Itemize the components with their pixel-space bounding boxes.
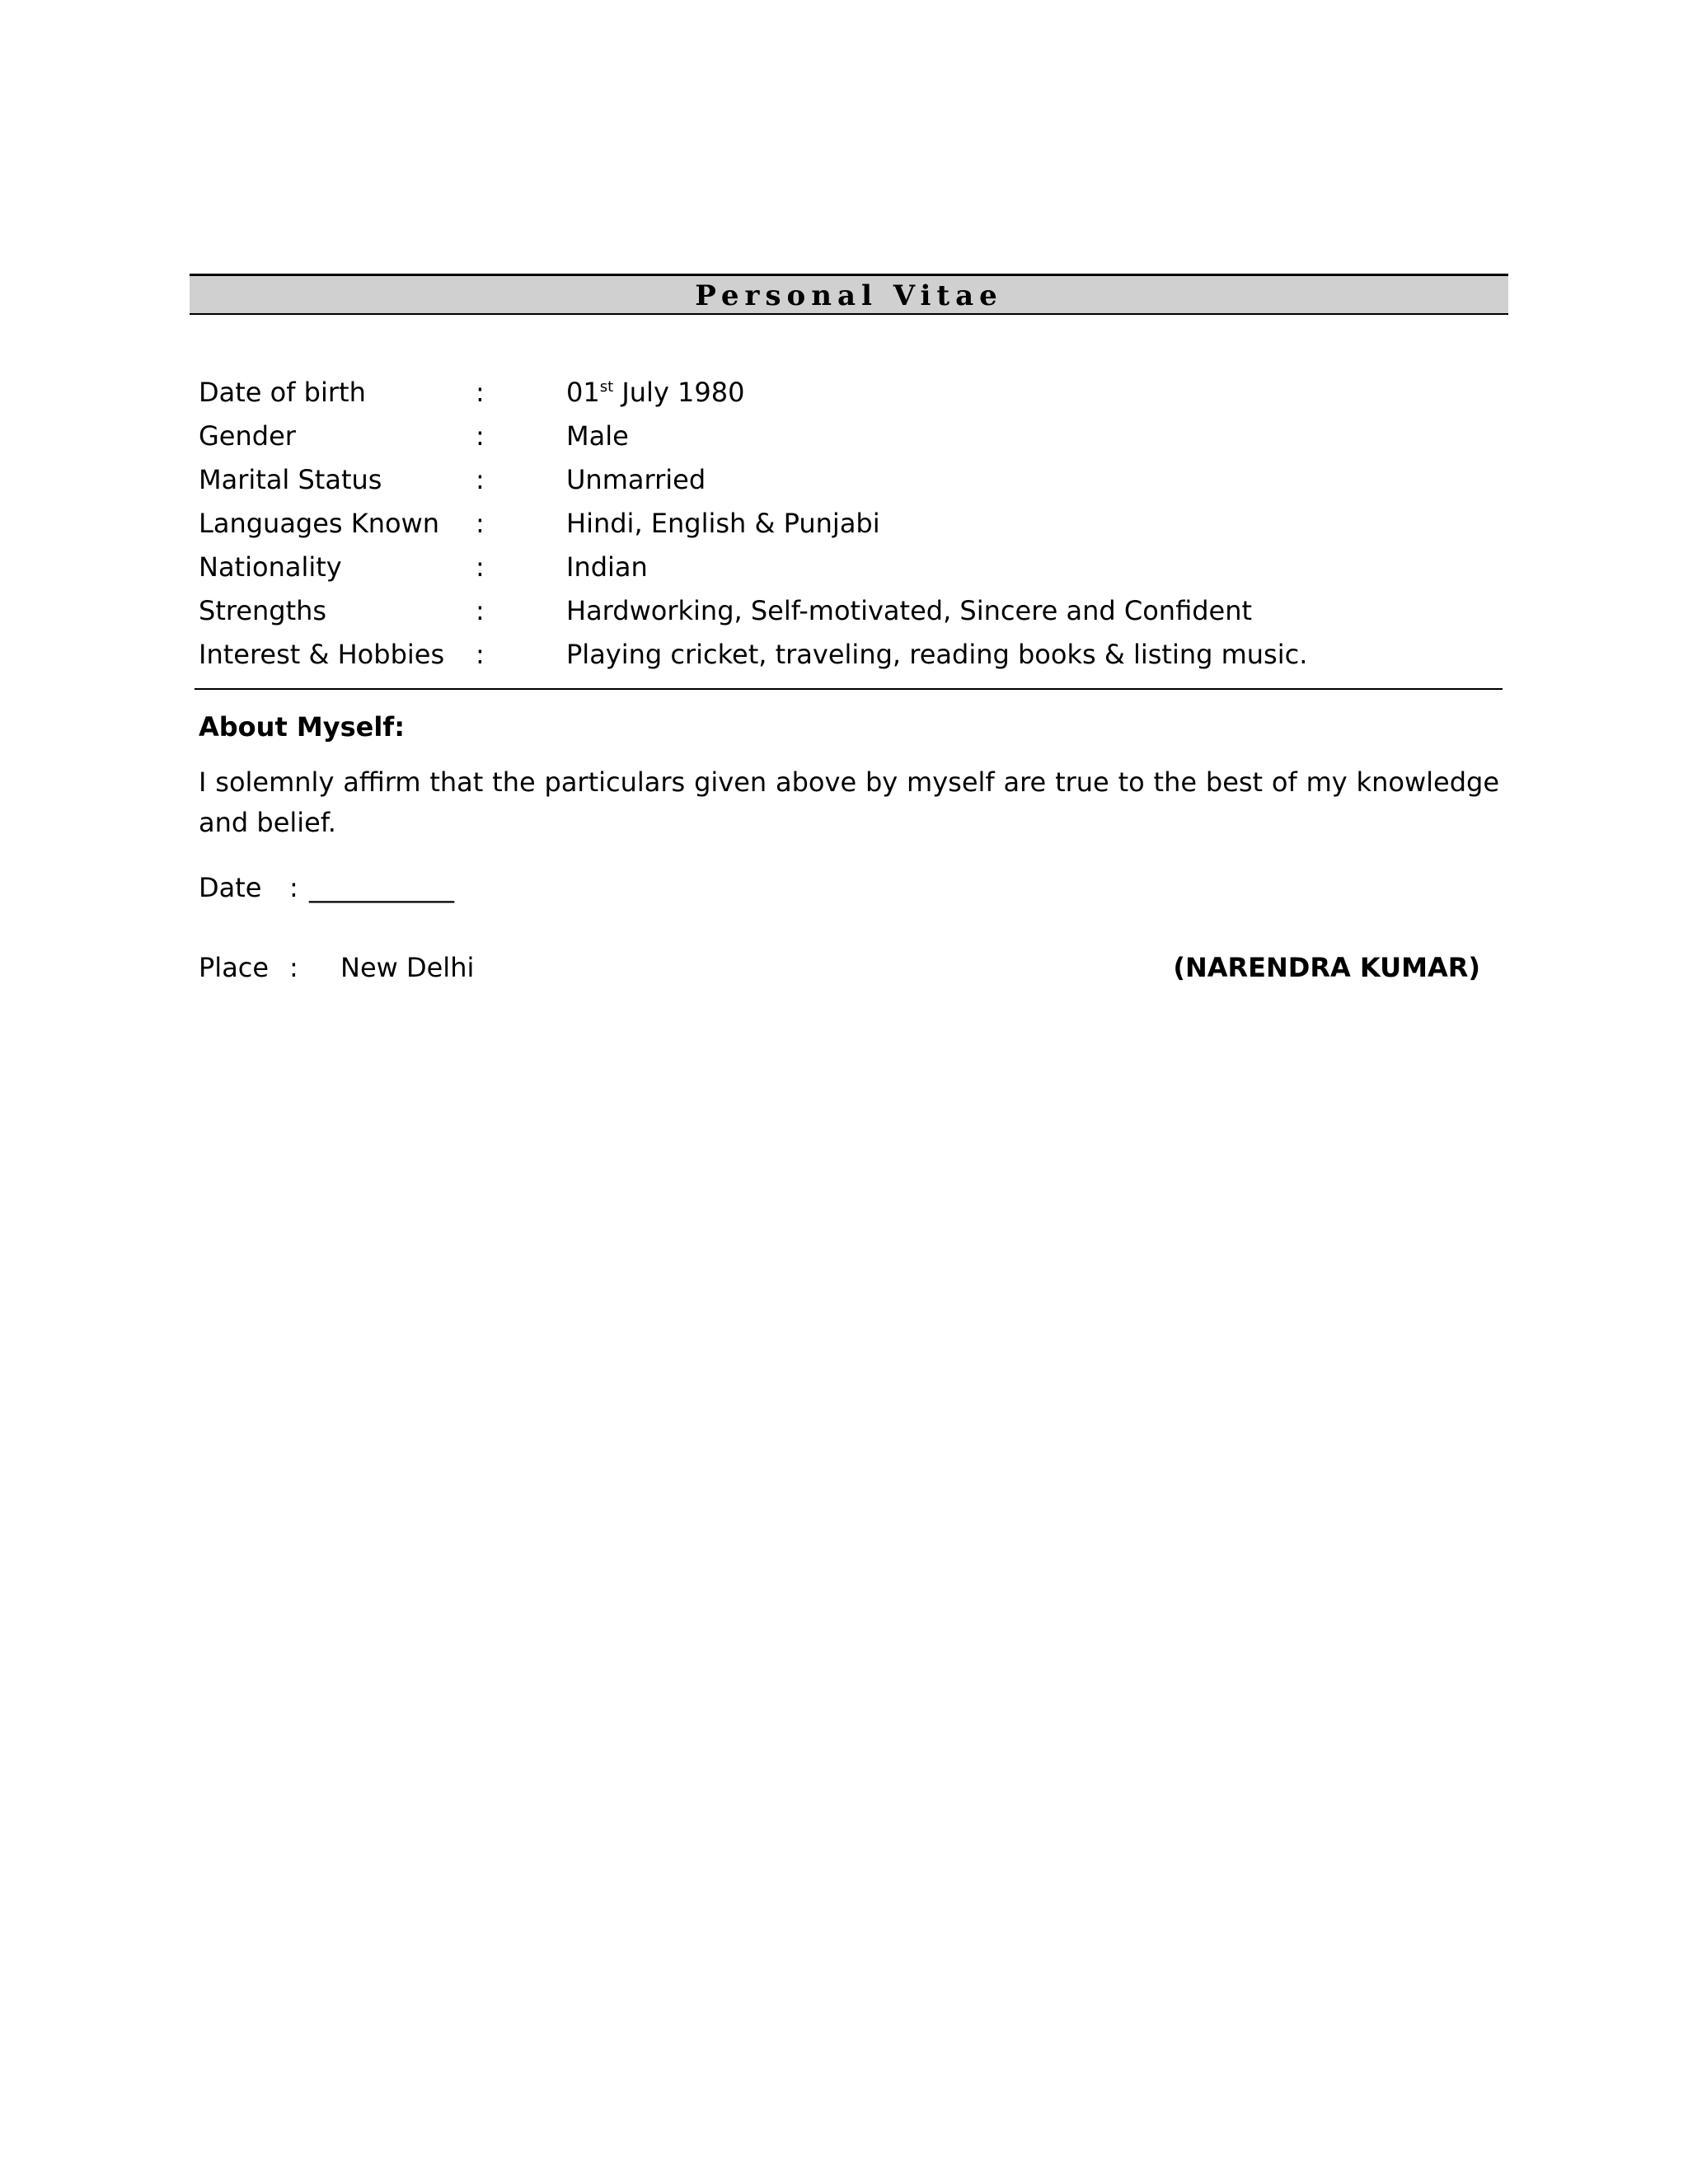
detail-row-marital-status [199, 458, 1501, 502]
detail-row-hobbies [199, 633, 1501, 677]
detail-value [566, 371, 1501, 415]
place-line [199, 949, 474, 986]
detail-value: Unmarried [566, 464, 706, 495]
detail-row-gender [199, 415, 1501, 458]
detail-separator: : [476, 639, 485, 670]
detail-separator: : [476, 508, 485, 539]
birth-day-suffix: st [599, 378, 614, 396]
detail-label: Gender [199, 420, 296, 452]
detail-label: Languages Known [199, 508, 440, 539]
detail-separator: : [476, 420, 485, 452]
date-label: Date [199, 872, 262, 903]
detail-label: Strengths [199, 595, 327, 626]
detail-row-strengths [199, 589, 1501, 633]
detail-row-date-of-birth [199, 371, 1501, 415]
detail-label: Marital Status [199, 464, 382, 495]
detail-row-nationality [199, 546, 1501, 589]
detail-value: Hindi, English & Punjabi [566, 508, 880, 539]
detail-value: Indian [566, 551, 648, 583]
detail-label: Interest & Hobbies [199, 639, 445, 670]
place-value: New Delhi [340, 952, 475, 983]
declaration-text: I solemnly affirm that the particulars given above by myself are true to the best of my knowledge and belief. [199, 766, 1499, 838]
detail-value: Hardworking, Self-motivated, Sincere and Confident [566, 595, 1253, 626]
section-header-bar [190, 274, 1508, 315]
detail-separator: : [476, 551, 485, 583]
birth-month-year: July 1980 [613, 377, 745, 408]
detail-value: Male [566, 420, 629, 452]
detail-label: Nationality [199, 551, 342, 583]
section-divider [195, 688, 1503, 690]
detail-label: Date of birth [199, 377, 366, 408]
page-title: Personal Vitae [695, 279, 1003, 312]
detail-separator: : [476, 595, 485, 626]
detail-row-languages [199, 502, 1501, 546]
place-separator: : [289, 952, 298, 983]
date-blank: ___________ [309, 872, 454, 903]
detail-separator: : [476, 377, 485, 408]
birth-day: 01 [566, 377, 600, 408]
date-separator: : [289, 872, 298, 903]
place-label: Place [199, 952, 270, 983]
detail-value: Playing cricket, traveling, reading books & listing music. [566, 639, 1308, 670]
date-line [199, 869, 454, 906]
personal-details-table [199, 371, 1501, 677]
detail-separator: : [476, 464, 485, 495]
about-heading: About Myself: [199, 711, 406, 743]
signature-name: (NARENDRA KUMAR) [1173, 952, 1480, 983]
